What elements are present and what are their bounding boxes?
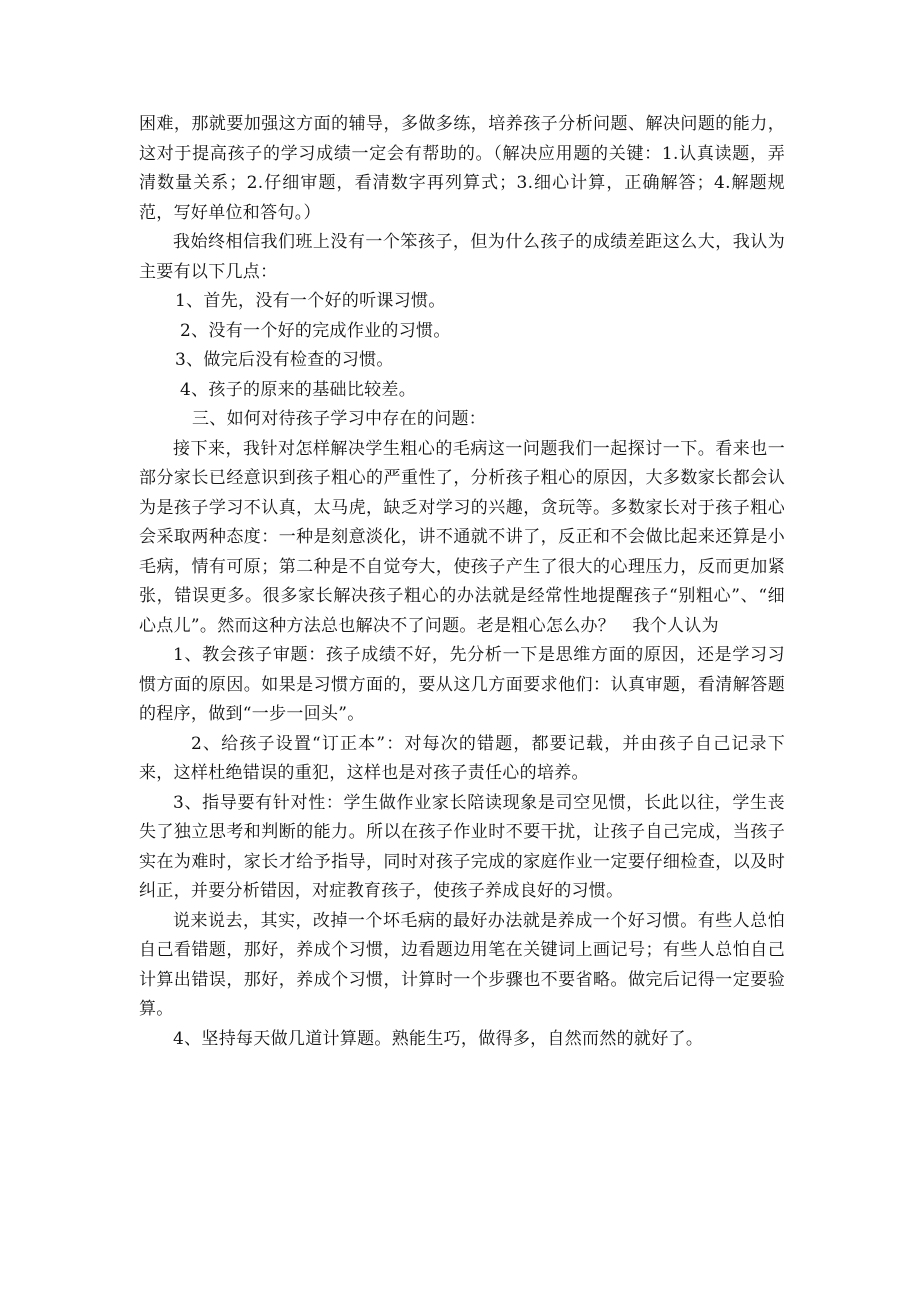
list-item-reason-3: 3、做完后没有检查的习惯。	[175, 350, 394, 370]
list-item-reason-4: 4、孩子的原来的基础比较差。	[180, 379, 417, 400]
list-item-method-1: 1、教会孩子审题：孩子成绩不好，先分析一下是思维方面的原因，还是学习习惯方面的原因。如果是习惯方面的，要从这几方面要求他们：认真审题，看清解答题的程序，做到“一步一回头”。	[139, 645, 785, 724]
paragraph-carelessness: 接下来，我针对怎样解决学生粗心的毛病这一问题我们一起探讨一下。看来也一部分家长已经意识到孩子粗心的严重性了，分析孩子粗心的原因，大多数家长都会认为是孩子学习不认真，太马虎，缺乏对学习的兴趣，贪玩等。多数家长对于孩子粗心会采取两种态度：一种是刻意淡化，讲不通就不讲了，反正和不会做比起来还算是小毛病，情有可原；第二种是不自觉夸大，使孩子产生了很大的心理压力，反而更加紧张，错误更多。很多家长解决孩子粗心的办法就是经常性地提醒孩子“别粗心”、“细心点儿”。然而这种方法总也解决不了问题。老是粗心怎么办？ 我个人认为	[139, 438, 785, 636]
list-item-method-4: 4、坚持每天做几道计算题。熟能生巧，做得多，自然而然的就好了。	[173, 1028, 704, 1049]
paragraph-belief: 我始终相信我们班上没有一个笨孩子，但为什么孩子的成绩差距这么大，我认为主要有以下几点：	[139, 232, 785, 282]
paragraph-continuation: 困难，那就要加强这方面的辅导，多做多练，培养孩子分析问题、解决问题的能力，这对于提高孩子的学习成绩一定会有帮助的。（解决应用题的关键：1.认真读题，弄清数量关系；2.仔细审题，看清数字再列算式；3.细心计算，正确解答；4.解题规范，写好单位和答句。）	[139, 114, 785, 223]
list-item-method-3: 3、指导要有针对性：学生做作业家长陪读现象是司空见惯，长此以往，学生丧失了独立思考和判断的能力。所以在孩子作业时不要干扰，让孩子自己完成，当孩子实在为难时，家长才给予指导，同时对孩子完成的家庭作业一定要仔细检查，以及时纠正，并要分析错因，对症教育孩子，使孩子养成良好的习惯。	[139, 792, 785, 901]
list-item-reason-2: 2、没有一个好的完成作业的习惯。	[180, 320, 451, 341]
list-item-reason-1: 1、首先，没有一个好的听课习惯。	[175, 291, 446, 311]
list-item-method-2: 2、给孩子设置“订正本”：对每次的错题，都要记载，并由孩子自己记录下来，这样杜绝错误的重犯，这样也是对孩子责任心的培养。	[139, 733, 785, 783]
document-body	[139, 110, 785, 1054]
paragraph-good-habit: 说来说去，其实，改掉一个坏毛病的最好办法就是养成一个好习惯。有些人总怕自己看错题，那好，养成个习惯，边看题边用笔在关键词上画记号；有些人总怕自己计算出错误，那好，养成个习惯，计算时一个步骤也不要省略。做完后记得一定要验算。	[139, 910, 785, 1019]
section-heading-3: 三、如何对待孩子学习中存在的问题：	[192, 409, 487, 429]
